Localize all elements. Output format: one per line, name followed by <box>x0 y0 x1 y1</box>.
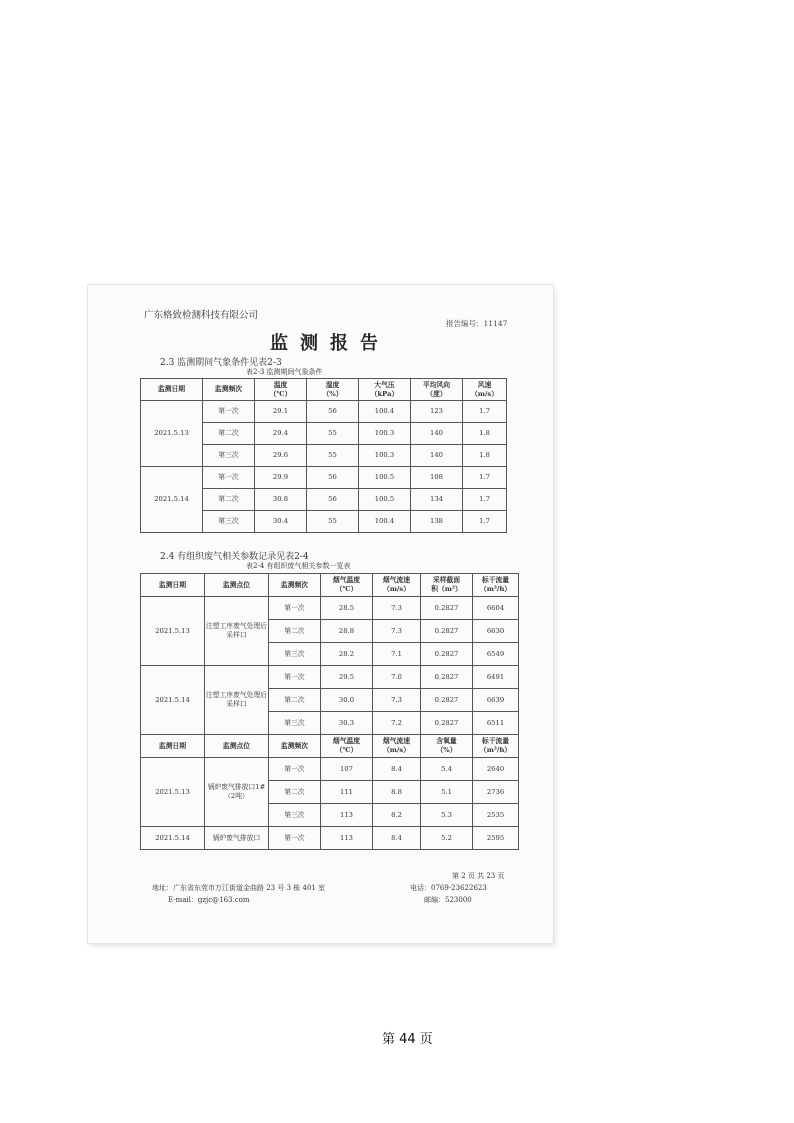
table-row <box>141 666 519 689</box>
table-cell: 100.5 <box>359 489 411 511</box>
column-header-label: 监测日期 <box>158 741 187 750</box>
table-row <box>141 758 519 781</box>
table-cell: 第一次 <box>269 758 321 781</box>
table-cell: 29.4 <box>255 423 307 445</box>
table-cell: 第二次 <box>203 423 255 445</box>
column-header <box>421 735 473 758</box>
header-row <box>141 574 519 597</box>
date-cell: 2021.5.13 <box>141 758 205 827</box>
table-cell: 8.8 <box>373 781 421 804</box>
column-header-label: 监测点位 <box>222 580 251 589</box>
column-header-unit: （m/s） <box>470 389 499 398</box>
table-cell: 第三次 <box>269 712 321 735</box>
table-cell: 0.2827 <box>421 597 473 620</box>
table-cell: 138 <box>411 511 463 533</box>
table-cell: 第三次 <box>203 511 255 533</box>
table-cell: 1.7 <box>463 467 507 489</box>
table-cell: 2535 <box>473 804 519 827</box>
column-header-unit: （℃） <box>335 585 358 593</box>
column-header <box>205 574 269 597</box>
column-header <box>255 379 307 401</box>
table-cell: 100.4 <box>359 511 411 533</box>
column-header <box>473 574 519 597</box>
column-header-label: 监测频次 <box>280 741 309 750</box>
table-row <box>141 467 507 489</box>
page-counter: 第 2 页 共 23 页 <box>452 872 505 880</box>
column-header-label: 烟气温度 <box>332 576 361 584</box>
table-cell: 1.7 <box>463 511 507 533</box>
table-cell: 7.3 <box>373 597 421 620</box>
company-name: 广东格致检测科技有限公司 <box>144 310 259 321</box>
column-header-label: 监测点位 <box>222 741 251 750</box>
exhaust-gas-table <box>140 573 519 850</box>
header-row <box>141 735 519 758</box>
table-cell: 6549 <box>473 643 519 666</box>
table-cell: 第一次 <box>269 827 321 850</box>
section-2-4-heading: 2.4 有组织废气相关参数记录见表2-4 <box>160 552 309 562</box>
table-cell: 第二次 <box>269 781 321 804</box>
table-cell: 55 <box>307 511 359 533</box>
table-cell: 6630 <box>473 620 519 643</box>
monitoring-point-cell: 注塑工序废气处理后采样口 <box>205 666 269 735</box>
table-cell: 6491 <box>473 666 519 689</box>
table-cell: 0.2827 <box>421 689 473 712</box>
postcode: 邮编：523000 <box>424 896 472 904</box>
column-header <box>463 379 507 401</box>
table-cell: 1.7 <box>463 489 507 511</box>
table-cell: 第一次 <box>203 467 255 489</box>
table-cell: 第一次 <box>269 666 321 689</box>
table-cell: 7.1 <box>373 643 421 666</box>
table-cell: 30.4 <box>255 511 307 533</box>
table-cell: 100.4 <box>359 401 411 423</box>
table-row <box>141 597 519 620</box>
phone: 电话：0769-23622623 <box>410 884 487 892</box>
table-cell: 1.8 <box>463 423 507 445</box>
column-header-label: 平均风向 <box>422 380 451 389</box>
date-cell: 2021.5.13 <box>141 597 205 666</box>
monitoring-point-cell: 锅炉废气排放口1#（2吨） <box>205 758 269 827</box>
column-header-label: 风速 <box>477 380 492 389</box>
column-header-unit: 积（m²） <box>431 585 462 593</box>
column-header-unit: （%） <box>436 746 457 754</box>
table-cell: 28.5 <box>321 597 373 620</box>
scanned-report-page <box>88 285 553 943</box>
table-cell: 30.3 <box>321 712 373 735</box>
date-cell: 2021.5.13 <box>141 401 203 467</box>
table-cell: 29.5 <box>321 666 373 689</box>
table-cell: 28.2 <box>321 643 373 666</box>
table-cell: 第二次 <box>269 689 321 712</box>
column-header <box>321 574 373 597</box>
table-cell: 100.3 <box>359 423 411 445</box>
table-cell: 123 <box>411 401 463 423</box>
table-cell: 8.4 <box>373 827 421 850</box>
date-cell: 2021.5.14 <box>141 666 205 735</box>
column-header <box>203 379 255 401</box>
table-cell: 108 <box>411 467 463 489</box>
column-header <box>205 735 269 758</box>
table-cell: 140 <box>411 445 463 467</box>
table-cell: 5.4 <box>421 758 473 781</box>
table-cell: 第一次 <box>203 401 255 423</box>
table-cell: 29.9 <box>255 467 307 489</box>
table-cell: 7.3 <box>373 620 421 643</box>
table-cell: 100.5 <box>359 467 411 489</box>
column-header-unit: （%） <box>322 389 343 398</box>
table-cell: 30.0 <box>321 689 373 712</box>
table-cell: 56 <box>307 467 359 489</box>
table-cell: 7.0 <box>373 666 421 689</box>
column-header-unit: （m³/h） <box>479 746 512 754</box>
column-header-unit: （m³/h） <box>479 585 512 593</box>
column-header-unit: （℃） <box>335 746 358 754</box>
column-header-unit: （度） <box>426 389 447 398</box>
column-header-unit: （kPa） <box>370 389 399 398</box>
table-2-3-caption: 表2-3 监测期间气象条件 <box>246 368 323 376</box>
section-2-3-heading: 2.3 监测期间气象条件见表2-3 <box>160 358 282 368</box>
column-header-label: 监测日期 <box>157 385 186 393</box>
column-header <box>141 379 203 401</box>
column-header-unit: （m/s） <box>382 585 411 593</box>
page-number: 第 44 页 <box>382 1032 433 1047</box>
table-row <box>141 401 507 423</box>
report-title: 监测报告 <box>270 333 390 354</box>
table-cell: 6511 <box>473 712 519 735</box>
column-header <box>141 735 205 758</box>
column-header-label: 温度 <box>273 380 288 389</box>
table-cell: 111 <box>321 781 373 804</box>
monitoring-point-cell: 锅炉废气排放口 <box>205 827 269 850</box>
column-header <box>473 735 519 758</box>
column-header <box>307 379 359 401</box>
table-cell: 134 <box>411 489 463 511</box>
table-cell: 8.4 <box>373 758 421 781</box>
column-header-label: 监测频次 <box>214 385 243 393</box>
column-header-label: 采样截面 <box>432 576 461 584</box>
table-cell: 140 <box>411 423 463 445</box>
weather-table <box>140 378 507 533</box>
table-cell: 7.2 <box>373 712 421 735</box>
table-cell: 6604 <box>473 597 519 620</box>
table-cell: 113 <box>321 804 373 827</box>
table-cell: 55 <box>307 423 359 445</box>
table-cell: 113 <box>321 827 373 850</box>
column-header <box>321 735 373 758</box>
column-header-label: 标干流量 <box>481 737 510 745</box>
table-cell: 2736 <box>473 781 519 804</box>
table-cell: 2640 <box>473 758 519 781</box>
table-cell: 29.6 <box>255 445 307 467</box>
email: E-mail：gzjc@163.com <box>168 896 250 904</box>
table-cell: 56 <box>307 401 359 423</box>
column-header-label: 标干流量 <box>481 576 510 584</box>
table-cell: 第二次 <box>203 489 255 511</box>
column-header-label: 大气压 <box>374 380 395 389</box>
column-header <box>269 574 321 597</box>
column-header-label: 含氧量 <box>436 737 457 745</box>
column-header-label: 湿度 <box>325 380 340 389</box>
header-row <box>141 379 507 401</box>
table-row <box>141 827 519 850</box>
column-header <box>421 574 473 597</box>
table-cell: 5.2 <box>421 827 473 850</box>
date-cell: 2021.5.14 <box>141 827 205 850</box>
table-cell: 6639 <box>473 689 519 712</box>
table-cell: 5.3 <box>421 804 473 827</box>
column-header-label: 烟气流速 <box>382 737 411 745</box>
table-cell: 8.2 <box>373 804 421 827</box>
table-cell: 5.1 <box>421 781 473 804</box>
column-header <box>411 379 463 401</box>
column-header-label: 监测日期 <box>158 580 187 589</box>
column-header <box>269 735 321 758</box>
table-cell: 第二次 <box>269 620 321 643</box>
monitoring-point-cell: 注塑工序废气处理后采样口 <box>205 597 269 666</box>
column-header-label: 烟气温度 <box>332 737 361 745</box>
table-cell: 7.3 <box>373 689 421 712</box>
table-cell: 100.3 <box>359 445 411 467</box>
table-cell: 30.8 <box>255 489 307 511</box>
table-cell: 56 <box>307 489 359 511</box>
table-cell: 55 <box>307 445 359 467</box>
table-cell: 0.2827 <box>421 712 473 735</box>
table-cell: 28.8 <box>321 620 373 643</box>
table-2-4-caption: 表2-4 有组织废气相关参数一览表 <box>246 562 351 570</box>
table-cell: 1.7 <box>463 401 507 423</box>
column-header-label: 烟气流速 <box>382 576 411 584</box>
table-cell: 第一次 <box>269 597 321 620</box>
column-header-unit: （m/s） <box>382 746 411 754</box>
table-cell: 0.2827 <box>421 620 473 643</box>
column-header-label: 监测频次 <box>280 580 309 589</box>
table-cell: 1.8 <box>463 445 507 467</box>
table-cell: 第三次 <box>269 804 321 827</box>
column-header <box>373 574 421 597</box>
column-header <box>359 379 411 401</box>
column-header-unit: （℃） <box>269 389 292 398</box>
date-cell: 2021.5.14 <box>141 467 203 533</box>
table-cell: 0.2827 <box>421 666 473 689</box>
table-cell: 107 <box>321 758 373 781</box>
table-cell: 0.2827 <box>421 643 473 666</box>
column-header <box>141 574 205 597</box>
table-cell: 第三次 <box>269 643 321 666</box>
table-cell: 2595 <box>473 827 519 850</box>
report-number: 报告编号：11147 <box>446 319 508 328</box>
column-header <box>373 735 421 758</box>
table-cell: 第三次 <box>203 445 255 467</box>
address: 地址：广东省东莞市万江街道金曲路 23 号 3 栋 401 室 <box>152 884 326 892</box>
table-cell: 29.1 <box>255 401 307 423</box>
